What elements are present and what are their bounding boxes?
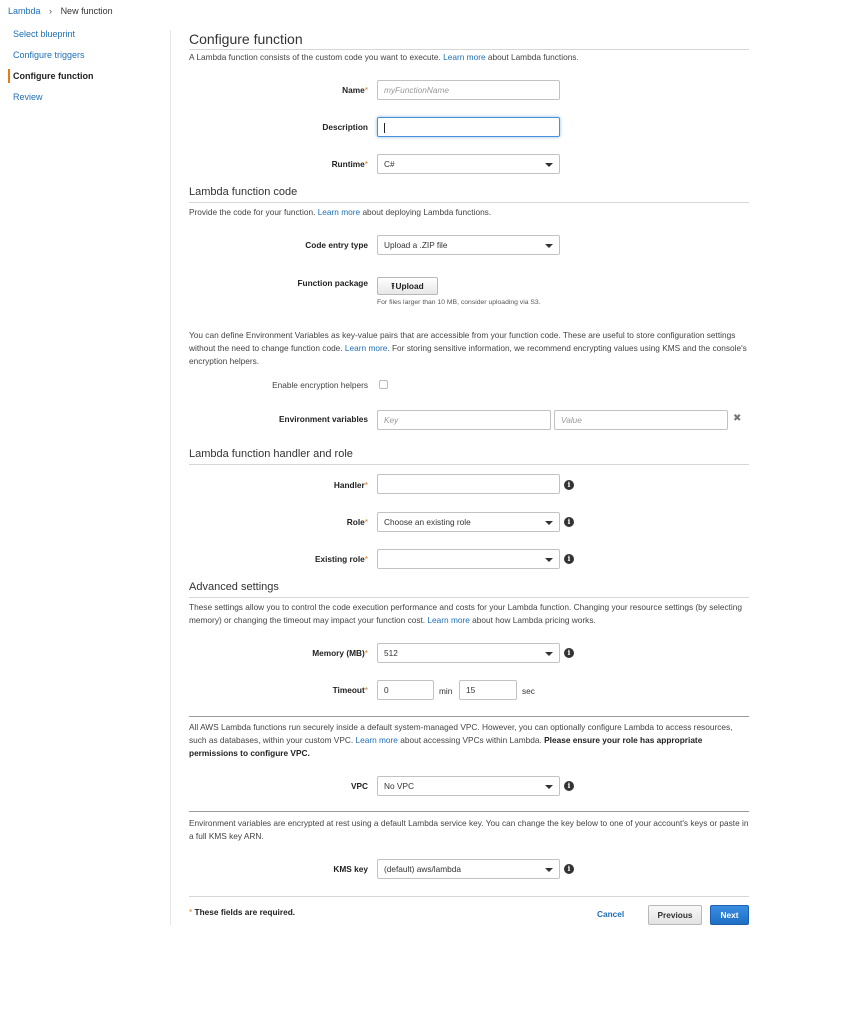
advanced-desc-post: about how Lambda pricing works. <box>472 615 596 625</box>
step-select-blueprint[interactable]: Select blueprint <box>13 29 76 39</box>
handler-label <box>334 480 368 490</box>
upload-icon: ⭱ <box>391 281 395 291</box>
memory-label-text: Memory (MB) <box>312 648 365 658</box>
page-title: Configure function <box>189 31 303 47</box>
kms-key-value: (default) aws/lambda <box>384 864 462 874</box>
dropdown-arrow-icon <box>545 868 553 872</box>
wizard-steps-nav <box>0 27 170 111</box>
advanced-description <box>189 601 749 627</box>
section-divider-vpc <box>189 716 749 717</box>
encryption-helpers-checkbox[interactable] <box>379 380 388 389</box>
runtime-value: C# <box>384 159 395 169</box>
dropdown-arrow-icon <box>545 244 553 248</box>
memory-select[interactable] <box>377 643 560 663</box>
role-label <box>347 517 368 527</box>
handler-label-text: Handler <box>333 480 365 490</box>
existing-role-label-text: Existing role <box>314 554 365 564</box>
vpc-desc-pre: All AWS Lambda functions run securely inside a default system-managed VPC. However, you can optionally configure Lambda to access resources, such as databases, within your custom VPC. <box>189 722 733 745</box>
memory-value: 512 <box>384 648 398 658</box>
existing-role-label <box>315 554 368 564</box>
text-cursor <box>384 123 385 133</box>
remove-env-var-icon[interactable]: ✖ <box>733 413 742 424</box>
required-note-text: These fields are required. <box>194 907 296 917</box>
env-value-input[interactable] <box>554 410 728 430</box>
advanced-learn-more-link[interactable]: Learn more <box>427 615 470 625</box>
code-desc-post: about deploying Lambda functions. <box>362 207 492 217</box>
runtime-label <box>332 159 368 169</box>
title-divider <box>189 49 749 50</box>
vpc-permissions-warning: Please ensure your role has appropriate permissions to configure VPC. <box>189 735 703 758</box>
env-vars-label: Environment variables <box>279 414 368 424</box>
section-divider-kms <box>189 811 749 812</box>
chevron-right-icon: › <box>49 6 53 16</box>
intro-learn-more-link[interactable]: Learn more <box>443 52 486 62</box>
role-select[interactable] <box>377 512 560 532</box>
step-review[interactable]: Review <box>13 92 43 102</box>
dropdown-arrow-icon <box>545 785 553 789</box>
kms-info-icon[interactable]: i <box>564 864 574 874</box>
required-marker: * <box>364 85 368 95</box>
required-marker: * <box>364 554 368 564</box>
code-entry-type-value: Upload a .ZIP file <box>384 240 448 250</box>
required-marker: * <box>364 159 368 169</box>
vpc-learn-more-link[interactable]: Learn more <box>355 735 398 745</box>
timeout-label-text: Timeout <box>332 685 365 695</box>
required-fields-note <box>189 907 295 917</box>
existing-role-select[interactable] <box>377 549 560 569</box>
dropdown-arrow-icon <box>545 521 553 525</box>
role-value: Choose an existing role <box>384 517 471 527</box>
description-label: Description <box>322 122 368 132</box>
env-key-placeholder: Key <box>384 415 399 425</box>
timeout-label <box>333 685 368 695</box>
breadcrumb <box>8 6 113 16</box>
required-marker: * <box>364 685 368 695</box>
memory-info-icon[interactable]: i <box>564 648 574 658</box>
section-divider-code <box>189 202 749 203</box>
runtime-label-text: Runtime <box>331 159 365 169</box>
vpc-value: No VPC <box>384 781 414 791</box>
configure-function-form <box>189 0 749 1024</box>
nav-divider <box>170 30 171 925</box>
vpc-label: VPC <box>350 781 368 791</box>
code-desc-pre: Provide the code for your function. <box>189 207 316 217</box>
required-marker: * <box>364 480 368 490</box>
dropdown-arrow-icon <box>545 558 553 562</box>
step-configure-function[interactable]: Configure function <box>0 69 170 90</box>
section-divider-handler <box>189 464 749 465</box>
code-learn-more-link[interactable]: Learn more <box>317 207 361 217</box>
kms-key-select[interactable] <box>377 859 560 879</box>
env-desc-post: For storing sensitive information, we recommend encrypting values using KMS and the console's encryption helpers. <box>189 343 747 366</box>
vpc-description <box>189 721 749 760</box>
dropdown-arrow-icon <box>545 163 553 167</box>
role-label-text: Role <box>346 517 365 527</box>
env-value-placeholder: Value <box>561 415 582 425</box>
timeout-sec-unit: sec <box>522 686 535 696</box>
code-entry-type-label: Code entry type <box>305 240 368 250</box>
required-marker: * <box>189 907 193 917</box>
breadcrumb-lambda-link[interactable]: Lambda <box>8 6 41 16</box>
code-description <box>189 206 749 219</box>
role-info-icon[interactable]: i <box>564 517 574 527</box>
runtime-select[interactable] <box>377 154 560 174</box>
required-marker: * <box>364 648 368 658</box>
env-desc-pre: You can define Environment Variables as key-value pairs that are accessible from your function code. These are useful to store configuration settings without the need to change function code. <box>189 330 736 353</box>
advanced-desc-pre: These settings allow you to control the code execution performance and costs for your Lambda function. Changing your resource settings (by selecting memory) or changing the timeout may impact your function cost. <box>189 602 742 625</box>
breadcrumb-current: New function <box>60 6 113 16</box>
name-label-text: Name <box>342 85 365 95</box>
name-input[interactable] <box>377 80 560 100</box>
handler-info-icon[interactable]: i <box>564 480 574 490</box>
dropdown-arrow-icon <box>545 652 553 656</box>
intro-text-pre: A Lambda function consists of the custom code you want to execute. <box>189 52 441 62</box>
name-placeholder: myFunctionName <box>384 85 450 95</box>
vpc-select[interactable] <box>377 776 560 796</box>
memory-label <box>312 648 368 658</box>
code-entry-type-select[interactable] <box>377 235 560 255</box>
existing-role-info-icon[interactable]: i <box>564 554 574 564</box>
vpc-desc-mid: about accessing VPCs within Lambda. <box>400 735 542 745</box>
handler-input[interactable] <box>377 474 560 494</box>
timeout-min-unit: min <box>439 686 453 696</box>
step-configure-triggers[interactable]: Configure triggers <box>13 50 85 60</box>
cancel-button[interactable]: Cancel <box>597 909 625 919</box>
next-button[interactable]: Next <box>710 905 749 925</box>
section-title-code: Lambda function code <box>189 186 298 198</box>
timeout-min-input[interactable]: 0 <box>377 680 434 700</box>
env-key-input[interactable] <box>377 410 551 430</box>
function-package-label: Function package <box>297 278 368 288</box>
description-input[interactable] <box>377 117 560 137</box>
env-description <box>189 329 749 368</box>
vpc-info-icon[interactable]: i <box>564 781 574 791</box>
kms-description: Environment variables are encrypted at rest using a default Lambda service key. You can change the key below to one of your account's keys or paste in a full KMS key ARN. <box>189 818 749 841</box>
section-title-handler: Lambda function handler and role <box>189 448 353 460</box>
kms-key-label: KMS key <box>333 864 368 874</box>
intro-text <box>189 51 749 64</box>
upload-hint: For files larger than 10 MB, consider uploading via S3. <box>377 299 541 306</box>
encryption-helpers-label: Enable encryption helpers <box>272 380 368 390</box>
previous-button[interactable]: Previous <box>648 905 702 925</box>
intro-text-post: about Lambda functions. <box>487 52 579 62</box>
section-title-advanced: Advanced settings <box>189 581 279 593</box>
footer-divider <box>189 896 749 897</box>
upload-button[interactable] <box>377 277 438 295</box>
required-marker: * <box>364 517 368 527</box>
section-divider-advanced <box>189 597 749 598</box>
timeout-sec-input[interactable]: 15 <box>459 680 517 700</box>
upload-button-label: Upload <box>395 281 424 291</box>
env-learn-more-link[interactable]: Learn more. <box>344 343 390 353</box>
name-label <box>342 85 368 95</box>
